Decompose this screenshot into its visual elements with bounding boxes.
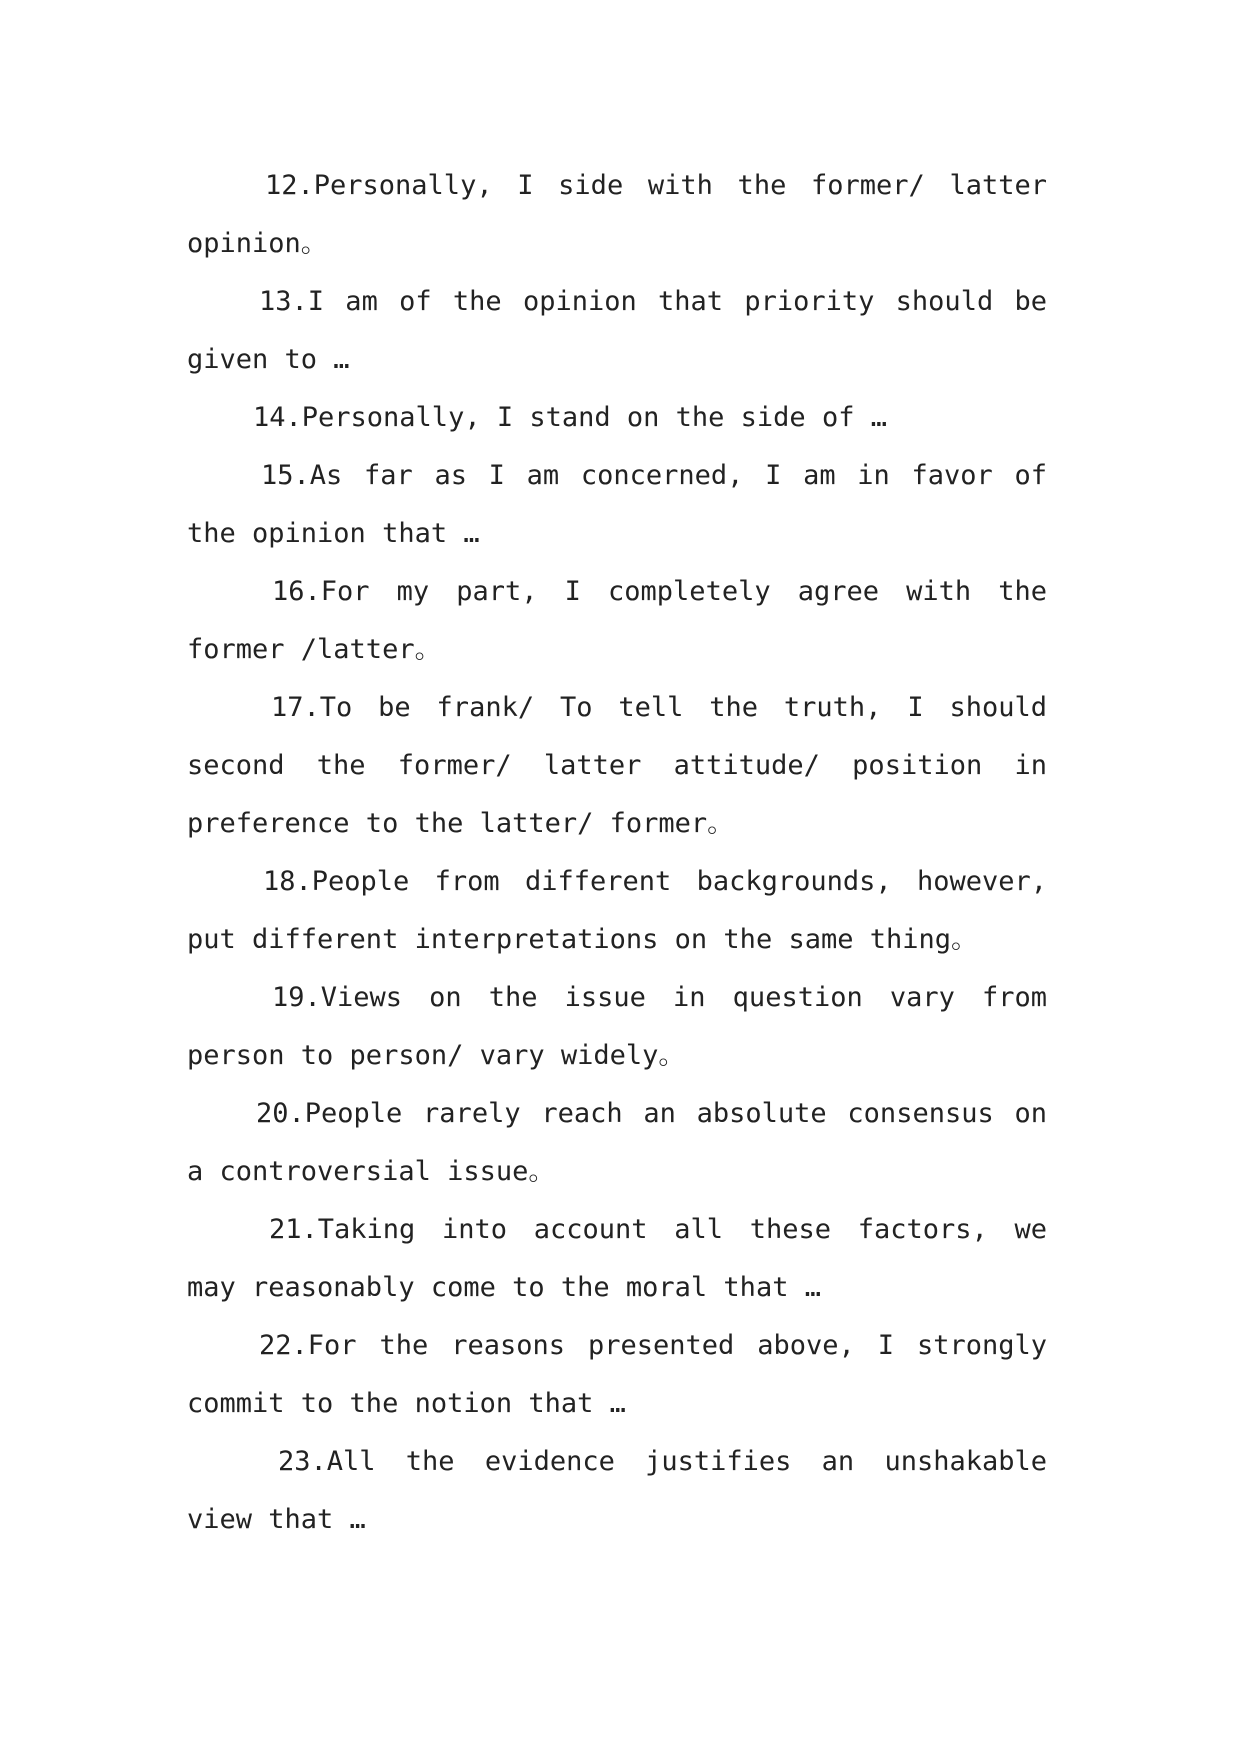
list-item: 21.Taking into account all these factors, we may reasonably come to the moral that … xyxy=(187,1214,1047,1303)
list-item: 18.People from different backgrounds, however, put different interpretations on the same thing。 xyxy=(187,866,1047,955)
document-body xyxy=(187,157,1047,1549)
list-item: 22.For the reasons presented above, I strongly commit to the notion that … xyxy=(187,1330,1047,1419)
list-item: 15.As far as I am concerned, I am in favor of the opinion that … xyxy=(187,460,1047,549)
list-item: 19.Views on the issue in question vary from person to person/ vary widely。 xyxy=(187,982,1047,1071)
list-item: 12.Personally, I side with the former/ latter opinion。 xyxy=(187,170,1047,259)
list-item: 16.For my part, I completely agree with the former /latter。 xyxy=(187,576,1047,665)
list-item: 13.I am of the opinion that priority should be given to … xyxy=(187,286,1047,375)
list-item: 20.People rarely reach an absolute consensus on a controversial issue。 xyxy=(187,1098,1047,1187)
list-item: 23.All the evidence justifies an unshakable view that … xyxy=(187,1446,1047,1535)
list-item: 17.To be frank/ To tell the truth, I should second the former/ latter attitude/ position in preference to the latter/ former。 xyxy=(187,692,1047,839)
list-item: 14.Personally, I stand on the side of … xyxy=(253,402,887,433)
